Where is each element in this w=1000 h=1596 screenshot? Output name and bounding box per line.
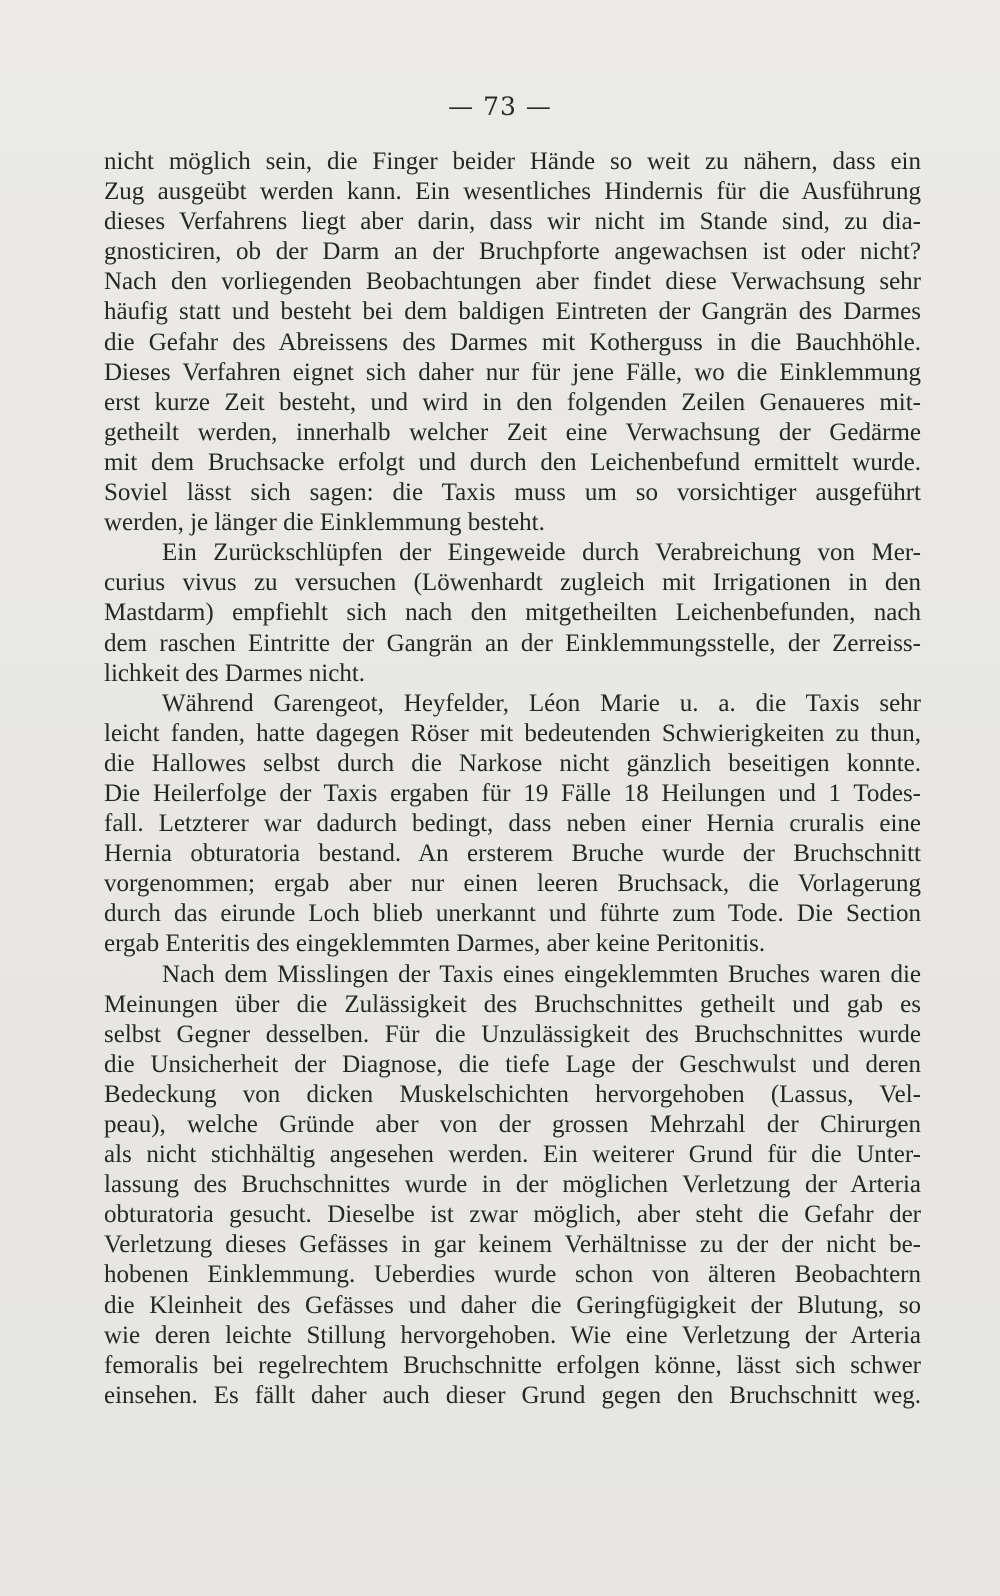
text-line: leicht fanden, hatte dagegen Röser mit bedeutenden Schwierigkeiten zu thun, <box>104 719 921 747</box>
text-line: die Hallowes selbst durch die Narkose nicht gänzlich beseitigen konnte. <box>104 749 921 777</box>
text-line: die Gefahr des Abreissens des Darmes mit Kotherguss in die Bauchhöhle. <box>104 328 921 356</box>
text-line: peau), welche Gründe aber von der grossen Mehrzahl der Chirurgen <box>104 1111 921 1138</box>
page-number: — 73 — <box>448 92 552 121</box>
text-line: Nach den vorliegenden Beobachtungen aber findet diese Verwachsung sehr <box>104 268 921 296</box>
text-line: curius vivus zu versuchen (Löwenhardt zugleich mit Irrigationen in den <box>104 569 921 597</box>
text-line: nicht möglich sein, die Finger beider Hände so weit zu nähern, dass ein <box>104 148 921 175</box>
text-line: wie deren leichte Stillung hervorgehoben. Wie eine Verletzung der Arteria <box>104 1321 921 1349</box>
text-line: dieses Verfahrens liegt aber darin, dass wir nicht im Stande sind, zu dia- <box>104 208 921 236</box>
text-line: lichkeit des Darmes nicht. <box>104 659 366 687</box>
text-line: Die Heilerfolge der Taxis ergaben für 19 Fälle 18 Heilungen und 1 Todes- <box>104 779 921 807</box>
text-line: dem raschen Eintritte der Gangrän an der Einklemmungsstelle, der Zerreiss- <box>104 629 921 657</box>
text-line: Dieses Verfahren eignet sich daher nur für jene Fälle, wo die Einklemmung <box>104 358 921 386</box>
text-line: Meinungen über die Zulässigkeit des Bruchschnittes getheilt und gab es <box>104 990 921 1018</box>
text-line: fall. Letzterer war dadurch bedingt, dass neben einer Hernia cruralis eine <box>104 810 921 838</box>
text-line: erst kurze Zeit besteht, und wird in den folgenden Zeilen Genaueres mit- <box>104 388 921 416</box>
text-line: Nach dem Misslingen der Taxis eines eingeklemmten Bruches waren die <box>162 960 921 988</box>
text-line: Soviel lässt sich sagen: die Taxis muss um so vorsichtiger ausgeführt <box>104 479 921 507</box>
text-line: femoralis bei regelrechtem Bruchschnitte erfolgen könne, lässt sich schwer <box>104 1351 921 1379</box>
text-line: Ein Zurückschlüpfen der Eingeweide durch Verabreichung von Mer- <box>162 539 921 567</box>
text-line: die Unsicherheit der Diagnose, die tiefe Lage der Geschwulst und deren <box>104 1050 921 1078</box>
text-line: Bedeckung von dicken Muskelschichten hervorgehoben (Lassus, Vel- <box>104 1080 921 1108</box>
text-line: häufig statt und besteht bei dem baldigen Eintreten der Gangrän des Darmes <box>104 298 921 326</box>
text-line: Während Garengeot, Heyfelder, Léon Marie u. a. die Taxis sehr <box>162 689 921 717</box>
body-text <box>104 147 921 1411</box>
text-line: selbst Gegner desselben. Für die Unzulässigkeit des Bruchschnittes wurde <box>104 1020 921 1048</box>
text-line: lassung des Bruchschnittes wurde in der möglichen Verletzung der Arteria <box>104 1171 921 1199</box>
text-line: werden, je länger die Einklemmung besteht. <box>104 509 545 537</box>
text-line: Hernia obturatoria bestand. An ersterem Bruche wurde der Bruchschnitt <box>104 840 921 868</box>
text-line: durch das eirunde Loch blieb unerkannt und führte zum Tode. Die Section <box>104 900 921 928</box>
text-line: Verletzung dieses Gefässes in gar keinem Verhältnisse zu der der nicht be- <box>104 1231 921 1259</box>
text-line: die Kleinheit des Gefässes und daher die Geringfügigkeit der Blutung, so <box>104 1291 921 1319</box>
text-line: Mastdarm) empfiehlt sich nach den mitgetheilten Leichenbefunden, nach <box>104 599 921 627</box>
text-line: als nicht stichhältig angesehen werden. Ein weiterer Grund für die Unter- <box>104 1141 921 1169</box>
text-line: mit dem Bruchsacke erfolgt und durch den Leichenbefund ermittelt wurde. <box>104 448 921 476</box>
text-line: gnosticiren, ob der Darm an der Bruchpforte angewachsen ist oder nicht? <box>104 238 921 266</box>
text-line: vorgenommen; ergab aber nur einen leeren Bruchsack, die Vorlagerung <box>104 870 921 898</box>
text-line: Zug ausgeübt werden kann. Ein wesentliches Hindernis für die Ausführung <box>104 178 921 206</box>
text-line: getheilt werden, innerhalb welcher Zeit eine Verwachsung der Gedärme <box>104 418 921 446</box>
text-line: einsehen. Es fällt daher auch dieser Grund gegen den Bruchschnitt weg. <box>104 1381 921 1409</box>
text-line: ergab Enteritis des eingeklemmten Darmes, aber keine Peritonitis. <box>104 930 766 958</box>
text-line: obturatoria gesucht. Dieselbe ist zwar möglich, aber steht die Gefahr der <box>104 1201 921 1229</box>
text-line: hobenen Einklemmung. Ueberdies wurde schon von älteren Beobachtern <box>104 1261 921 1289</box>
